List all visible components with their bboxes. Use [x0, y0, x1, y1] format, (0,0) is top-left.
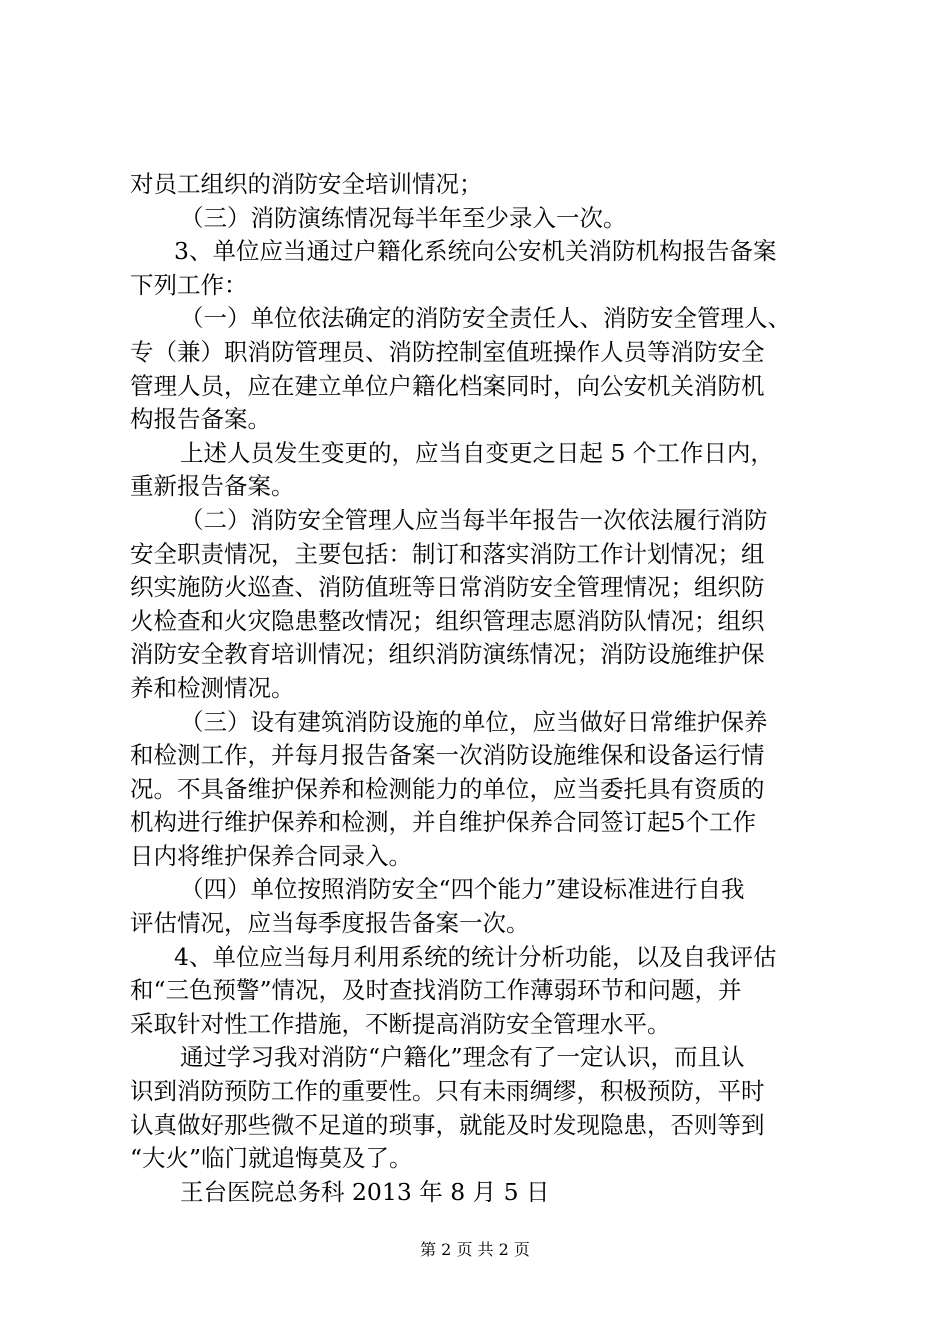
text-line: “大火”临门就追悔莫及了。: [130, 1144, 413, 1173]
text-line: 和检测工作，并每月报告备案一次消防设施维保和设备运行情: [130, 741, 765, 770]
text-line: （三）消防演练情况每半年至少录入一次。: [180, 203, 627, 232]
page-footer: 第 2 页 共 2 页: [420, 1240, 530, 1259]
text-line: 上述人员发生变更的，应当自变更之日起 5 个工作日内，: [180, 438, 774, 467]
text-line: （二）消防安全管理人应当每半年报告一次依法履行消防: [180, 505, 768, 534]
text-line: 管理人员，应在建立单位户籍化档案同时，向公安机关消防机: [130, 371, 765, 400]
text-line: 王台医院总务科 2013 年 8 月 5 日: [180, 1177, 550, 1206]
text-line: 对员工组织的消防安全培训情况；: [130, 170, 483, 198]
text-line: （一）单位依法确定的消防安全责任人、消防安全管理人、: [180, 304, 791, 333]
text-line: 专（兼）职消防管理员、消防控制室值班操作人员等消防安全: [130, 337, 765, 366]
document-body: [130, 168, 835, 1209]
text-line: 评估情况，应当每季度报告备案一次。: [130, 909, 530, 938]
text-line: 3、单位应当通过户籍化系统向公安机关消防机构报告备案: [174, 237, 777, 266]
text-line: 下列工作：: [130, 270, 248, 299]
text-line: 织实施防火巡查、消防值班等日常消防安全管理情况；组织防: [130, 573, 765, 602]
text-line: 消防安全教育培训情况；组织消防演练情况；消防设施维护保: [130, 640, 765, 669]
text-line: 认真做好那些微不足道的琐事，就能及时发现隐患，否则等到: [130, 1110, 765, 1139]
text-line: 安全职责情况，主要包括：制订和落实消防工作计划情况；组: [130, 539, 765, 568]
text-line: 况。不具备维护保养和检测能力的单位，应当委托具有资质的: [130, 774, 765, 803]
text-line: 和“三色预警”情况，及时查找消防工作薄弱环节和问题，并: [130, 976, 742, 1005]
text-line: 火检查和火灾隐患整改情况；组织管理志愿消防队情况；组织: [130, 606, 765, 635]
text-line: （四）单位按照消防安全“四个能力”建设标准进行自我: [180, 875, 745, 904]
text-line: 机构进行维护保养和检测，并自维护保养合同签订起5个工作: [130, 808, 756, 837]
text-line: 识到消防预防工作的重要性。只有未雨绸缪，积极预防，平时: [130, 1077, 765, 1106]
text-line: （三）设有建筑消防设施的单位，应当做好日常维护保养: [180, 707, 768, 736]
text-line: 重新报告备案。: [130, 472, 295, 501]
text-line: 通过学习我对消防“户籍化”理念有了一定认识，而且认: [180, 1043, 745, 1072]
text-line: 日内将维护保养合同录入。: [130, 841, 412, 870]
text-line: 4、单位应当每月利用系统的统计分析功能，以及自我评估: [174, 942, 777, 971]
text-line: 采取针对性工作措施，不断提高消防安全管理水平。: [130, 1009, 671, 1038]
text-line: 构报告备案。: [130, 405, 271, 434]
text-line: 养和检测情况。: [130, 673, 295, 702]
